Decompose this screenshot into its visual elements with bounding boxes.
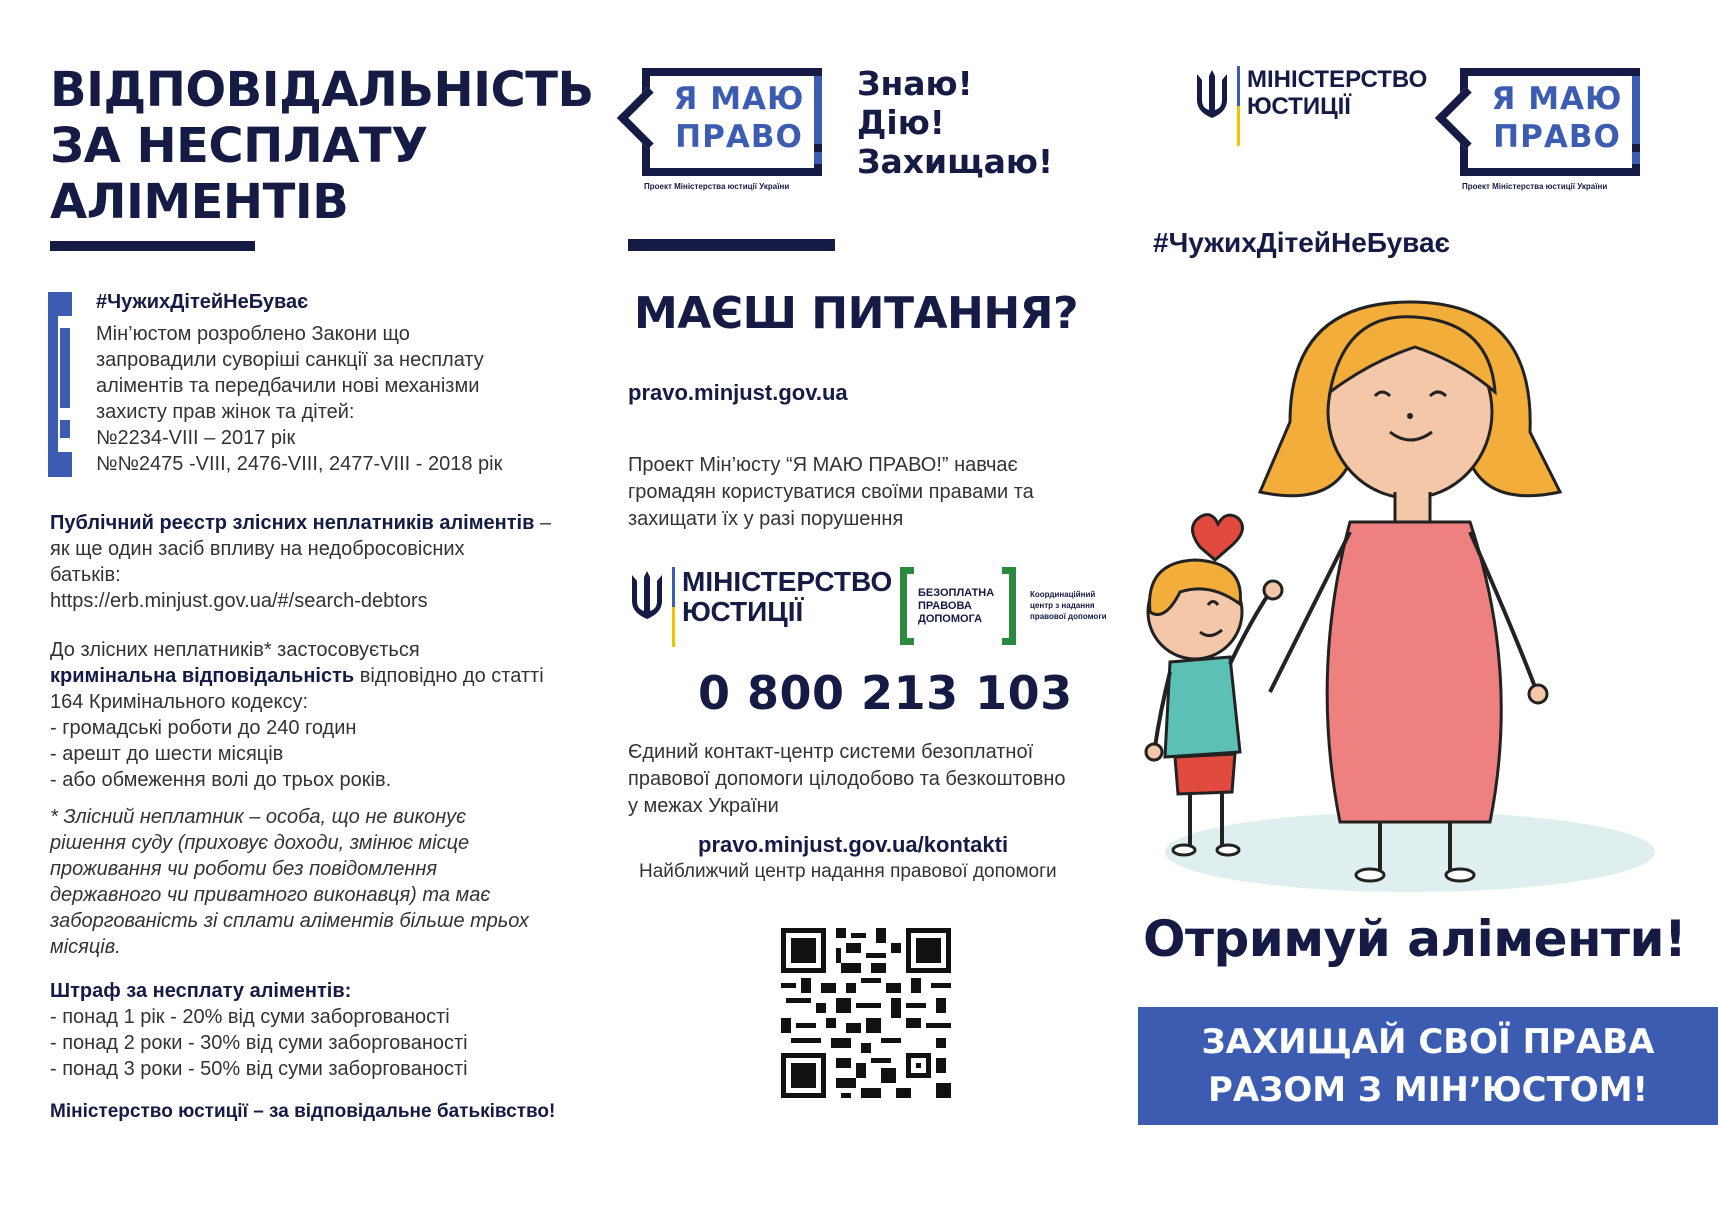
trident-icon bbox=[1193, 70, 1231, 122]
footnote-line: рішення суду (приховує доходи, змінює місце bbox=[50, 832, 470, 854]
logo-text: Я МАЮ bbox=[1491, 81, 1623, 117]
criminal-text: До злісних неплатників* застосовується bbox=[50, 639, 420, 661]
legal-aid-side: центр з надання bbox=[1030, 601, 1095, 610]
registry-text: – bbox=[534, 512, 552, 534]
intro-line: запровадили суворіші санкції за несплату bbox=[96, 349, 484, 371]
project-line: громадян користуватися своїми правами та bbox=[628, 481, 1034, 503]
project-line: Проект Мін’юсту “Я МАЮ ПРАВО!” навчає bbox=[628, 454, 1018, 476]
contact-line: Єдиний контакт-центр системи безоплатної bbox=[628, 741, 1034, 763]
website-link[interactable]: pravo.minjust.gov.ua bbox=[628, 380, 848, 405]
fine-item: - понад 3 роки - 50% від суми заборгованості bbox=[50, 1058, 468, 1080]
main-title bbox=[50, 62, 610, 230]
slogan bbox=[857, 64, 1053, 181]
ministry-name: МІНІСТЕРСТВО bbox=[1247, 66, 1428, 93]
title-line: ЗА НЕСПЛАТУ bbox=[50, 118, 428, 174]
ya-mayu-pravo-logo bbox=[624, 68, 824, 198]
logo-text: ПРАВО bbox=[1493, 119, 1621, 155]
ministry-logo-middle bbox=[628, 566, 893, 647]
title-line: ВІДПОВІДАЛЬНІСТЬ bbox=[50, 62, 594, 118]
project-description bbox=[628, 452, 1108, 533]
intro-line: №2234-VIII – 2017 рік bbox=[96, 427, 296, 449]
footnote-line: * Злісний неплатник – особа, що не виконує bbox=[50, 806, 467, 828]
trident-icon bbox=[628, 571, 666, 623]
ministry-name: ЮСТИЦІЇ bbox=[1247, 93, 1351, 120]
slogan-line: Дію! bbox=[857, 103, 945, 142]
logo-text: Я МАЮ bbox=[673, 81, 805, 117]
intro-line: аліментів та передбачили нові механізми bbox=[96, 375, 480, 397]
criminal-item: - арешт до шести місяців bbox=[50, 743, 284, 765]
exclamation-icon bbox=[48, 292, 78, 477]
logo-subtitle: Проект Міністерства юстиції України bbox=[1462, 182, 1608, 191]
cta-banner bbox=[1138, 1007, 1718, 1125]
title-line: АЛІМЕНТІВ bbox=[50, 174, 349, 230]
intro-line: №№2475 -VIII, 2476-VIII, 2477-VIII - 2018 рік bbox=[96, 453, 503, 475]
legal-aid-logo bbox=[900, 567, 1140, 647]
ministry-name: ЮСТИЦІЇ bbox=[682, 596, 804, 627]
slogan-line: Захищаю! bbox=[857, 142, 1054, 181]
slogan-line: Знаю! bbox=[857, 64, 973, 103]
legal-aid-text: БЕЗОПЛАТНА bbox=[918, 587, 995, 599]
intro-block bbox=[96, 289, 596, 477]
project-line: захищати їх у разі порушення bbox=[628, 508, 904, 530]
intro-line: Мін’юстом розроблено Закони що bbox=[96, 323, 410, 345]
logo-text: ПРАВО bbox=[675, 119, 803, 155]
cta-line: ЗАХИЩАЙ СВОЇ ПРАВА bbox=[1201, 1022, 1655, 1062]
intro-hashtag: #ЧужихДітейНеБуває bbox=[96, 291, 309, 313]
footer-slogan: Міністерство юстиції – за відповідальне батьківство! bbox=[50, 1101, 556, 1122]
registry-text: батьків: bbox=[50, 564, 121, 586]
legal-aid-text: ПРАВОВА bbox=[918, 600, 972, 612]
hotline-phone[interactable]: 0 800 213 103 bbox=[698, 666, 1073, 720]
fine-heading: Штраф за несплату аліментів: bbox=[50, 980, 352, 1002]
fine-paragraph bbox=[50, 978, 590, 1082]
registry-paragraph bbox=[50, 510, 590, 614]
headline: Отримуй аліменти! bbox=[1143, 910, 1687, 968]
footnote-line: проживання чи роботи без повідомлення bbox=[50, 858, 438, 880]
registry-bold: Публічний реєстр злісних неплатників аліментів bbox=[50, 512, 535, 534]
intro-line: захисту прав жінок та дітей: bbox=[96, 401, 355, 423]
logo-subtitle: Проект Міністерства юстиції України bbox=[644, 182, 790, 191]
fine-item: - понад 1 рік - 20% від суми заборгованості bbox=[50, 1006, 450, 1028]
criminal-item: - або обмеження волі до трьох років. bbox=[50, 769, 392, 791]
contact-line: у межах України bbox=[628, 795, 779, 817]
contact-center-description bbox=[628, 739, 1128, 820]
criminal-item: - громадські роботи до 240 годин bbox=[50, 717, 357, 739]
footnote-line: місяців. bbox=[50, 936, 121, 958]
registry-link[interactable]: https://erb.minjust.gov.ua/#/search-debtors bbox=[50, 590, 428, 612]
legal-aid-side: Координаційний bbox=[1030, 590, 1096, 599]
hashtag: #ЧужихДітейНеБуває bbox=[1153, 227, 1451, 258]
contact-line: правової допомоги цілодобово та безкоштовно bbox=[628, 768, 1066, 790]
qr-code-icon[interactable] bbox=[781, 928, 951, 1098]
mother-and-child-illustration bbox=[1140, 292, 1660, 902]
footnote-paragraph bbox=[50, 804, 590, 960]
criminal-text: відповідно до статті bbox=[354, 665, 544, 687]
title-underline bbox=[50, 241, 255, 251]
ya-mayu-pravo-logo-right bbox=[1442, 68, 1642, 198]
footnote-line: державного чи приватного виконавця) та має bbox=[50, 884, 491, 906]
footnote-line: заборгованість зі сплати аліментів більше трьох bbox=[50, 910, 529, 932]
legal-aid-side: правової допомоги bbox=[1030, 612, 1107, 621]
section-divider bbox=[628, 239, 835, 251]
registry-text: як ще один засіб впливу на недобросовісних bbox=[50, 538, 465, 560]
criminal-bold: кримінальна відповідальність bbox=[50, 665, 355, 687]
question-heading: МАЄШ ПИТАННЯ? bbox=[634, 288, 1079, 339]
ministry-name: МІНІСТЕРСТВО bbox=[682, 566, 893, 597]
legal-aid-text: ДОПОМОГА bbox=[918, 613, 983, 625]
criminal-paragraph bbox=[50, 637, 590, 793]
criminal-text: 164 Кримінального кодексу: bbox=[50, 691, 309, 713]
nearest-center-caption: Найближчий центр надання правової допомоги bbox=[639, 861, 1057, 882]
contacts-link[interactable]: pravo.minjust.gov.ua/kontakti bbox=[698, 832, 1009, 857]
cta-line: РАЗОМ З МІН’ЮСТОМ! bbox=[1207, 1070, 1649, 1110]
ministry-logo-right bbox=[1193, 66, 1428, 146]
fine-item: - понад 2 роки - 30% від суми заборгованості bbox=[50, 1032, 468, 1054]
